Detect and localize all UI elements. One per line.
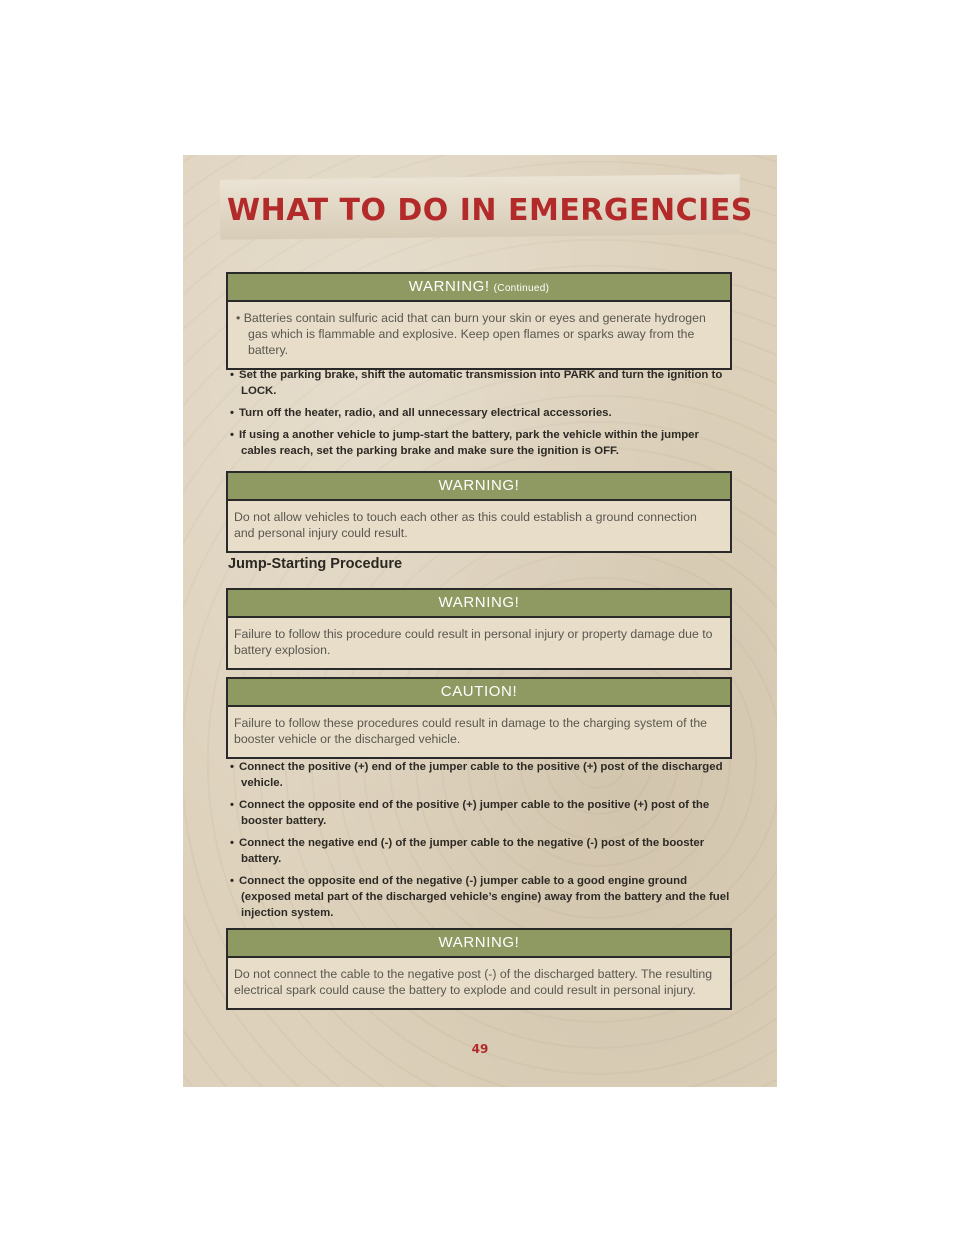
warning-box-negative-post (226, 928, 732, 1010)
instruction-list-prep (230, 367, 735, 465)
warning-label: WARNING! (408, 278, 490, 295)
warning-box-vehicles-touch (226, 471, 732, 553)
caution-box-header (228, 679, 730, 707)
warning-box-header (228, 473, 730, 501)
warning-label: WARNING! (438, 594, 520, 611)
manual-page (183, 155, 777, 1087)
continued-label: (Continued) (493, 283, 550, 294)
page-number: 49 (471, 1042, 489, 1056)
warning-text: Failure to follow this procedure could result in personal injury or property damage due to battery explosion. (234, 627, 713, 657)
warning-text: Do not connect the cable to the negative post (-) of the discharged battery. The resulting electrical spark could cause the battery to explode and could result in personal injury. (234, 967, 713, 997)
warning-box-header (228, 274, 730, 302)
warning-text: Do not allow vehicles to touch each other as this could establish a ground connection and personal injury could result. (234, 510, 697, 540)
list-item: • Connect the positive (+) end of the jumper cable to the positive (+) post of the discharged vehicle. (230, 759, 735, 791)
list-item: • Connect the negative end (-) of the jumper cable to the negative (-) post of the booster battery. (230, 835, 735, 867)
list-item: • Set the parking brake, shift the automatic transmission into PARK and turn the ignition to LOCK. (230, 367, 735, 399)
page-title: WHAT TO DO IN EMERGENCIES (227, 193, 753, 228)
list-item: • Turn off the heater, radio, and all unnecessary electrical accessories. (230, 405, 735, 421)
list-item: • Connect the opposite end of the positive (+) jumper cable to the positive (+) post of the booster battery. (230, 797, 735, 829)
warning-text: • Batteries contain sulfuric acid that can burn your skin or eyes and generate hydrogen gas which is flammable and explosive. Keep open flames or sparks away from the battery. (236, 311, 706, 357)
warning-label: WARNING! (438, 934, 520, 951)
warning-box-header (228, 930, 730, 958)
warning-box-procedure (226, 588, 732, 670)
caution-box (226, 677, 732, 759)
warning-box-continued (226, 272, 732, 370)
section-heading: Jump-Starting Procedure (228, 556, 403, 572)
caution-label: CAUTION! (440, 683, 518, 700)
instruction-list-connect (230, 759, 735, 927)
caution-text: Failure to follow these procedures could result in damage to the charging system of the booster vehicle or the discharged vehicle. (234, 716, 708, 746)
warning-label: WARNING! (438, 477, 520, 494)
warning-box-header (228, 590, 730, 618)
list-item: • Connect the opposite end of the negative (-) jumper cable to a good engine ground (exposed metal part of the discharged vehicle’s engine) away from the battery and the fuel injection system. (230, 873, 735, 921)
list-item: • If using a another vehicle to jump-start the battery, park the vehicle within the jumper cables reach, set the parking brake and make sure the ignition is OFF. (230, 427, 735, 459)
